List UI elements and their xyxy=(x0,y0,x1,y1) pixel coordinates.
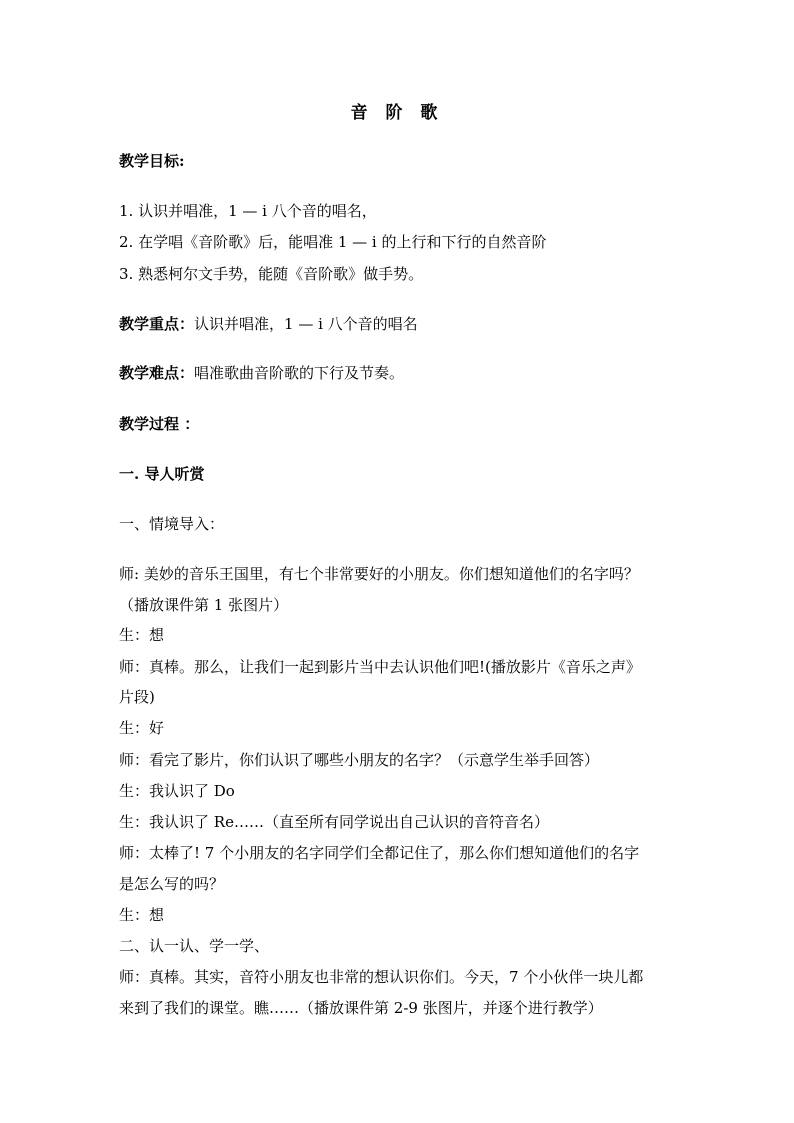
dialogue-line: 师：太棒了! 7 个小朋友的名字同学们全都记住了，那么你们想知道他们的名字 xyxy=(119,844,640,862)
dialogue-line: 生：想 xyxy=(119,906,165,924)
objective-item-1: 1. 认识并唱准，1 — i 八个音的唱名， xyxy=(119,202,377,220)
section1-sub2: 二、认一认、学一学、 xyxy=(119,937,270,955)
page-title: 音 阶 歌 xyxy=(350,103,444,123)
objectives-heading: 教学目标: xyxy=(119,152,185,170)
dialogue-line: 来到了我们的课堂。瞧……（播放课件第 2-9 张图片，并逐个进行教学） xyxy=(119,999,603,1017)
objective-item-3: 3. 熟悉柯尔文手势，能随《音阶歌》做手势。 xyxy=(119,265,424,283)
difficulty-text: 唱准歌曲音阶歌的下行及节奏。 xyxy=(194,364,405,382)
process-heading: 教学过程 ： xyxy=(119,415,200,433)
difficulty xyxy=(119,362,679,384)
key-point-label: 教学重点： xyxy=(119,315,195,333)
dialogue-line: 师：真棒。那么，让我们一起到影片当中去认识他们吧!(播放影片《音乐之声》 xyxy=(119,658,641,676)
dialogue-line: 师: 美妙的音乐王国里，有七个非常要好的小朋友。你们想知道他们的名字吗？ xyxy=(119,565,639,583)
dialogue-line: 片段) xyxy=(119,688,155,706)
key-point xyxy=(119,313,679,335)
dialogue-line: 生：好 xyxy=(119,719,165,737)
section1-heading: 一. 导人听赏 xyxy=(119,465,205,483)
objective-item-2: 2. 在学唱《音阶歌》后，能唱准 1 — i 的上行和下行的自然音阶 xyxy=(119,233,547,251)
difficulty-label: 教学难点： xyxy=(119,364,195,382)
dialogue-line: 是怎么写的吗？ xyxy=(119,875,225,893)
dialogue-line: 生：我认识了 Re……（直至所有同学说出自己认识的音符音名） xyxy=(119,813,549,831)
section1-sub1: 一、情境导入： xyxy=(119,515,225,533)
key-point-text: 认识并唱准，1 — i 八个音的唱名 xyxy=(194,315,418,333)
dialogue-line: 师：真棒。其实，音符小朋友也非常的想认识你们。今天，7 个小伙伴一块儿都 xyxy=(119,968,644,986)
dialogue-line: 生：想 xyxy=(119,626,165,644)
dialogue-line: （播放课件第 1 张图片） xyxy=(119,596,289,614)
dialogue-line: 师：看完了影片，你们认识了哪些小朋友的名字？（示意学生举手回答） xyxy=(119,751,600,769)
dialogue-line: 生：我认识了 Do xyxy=(119,782,235,800)
